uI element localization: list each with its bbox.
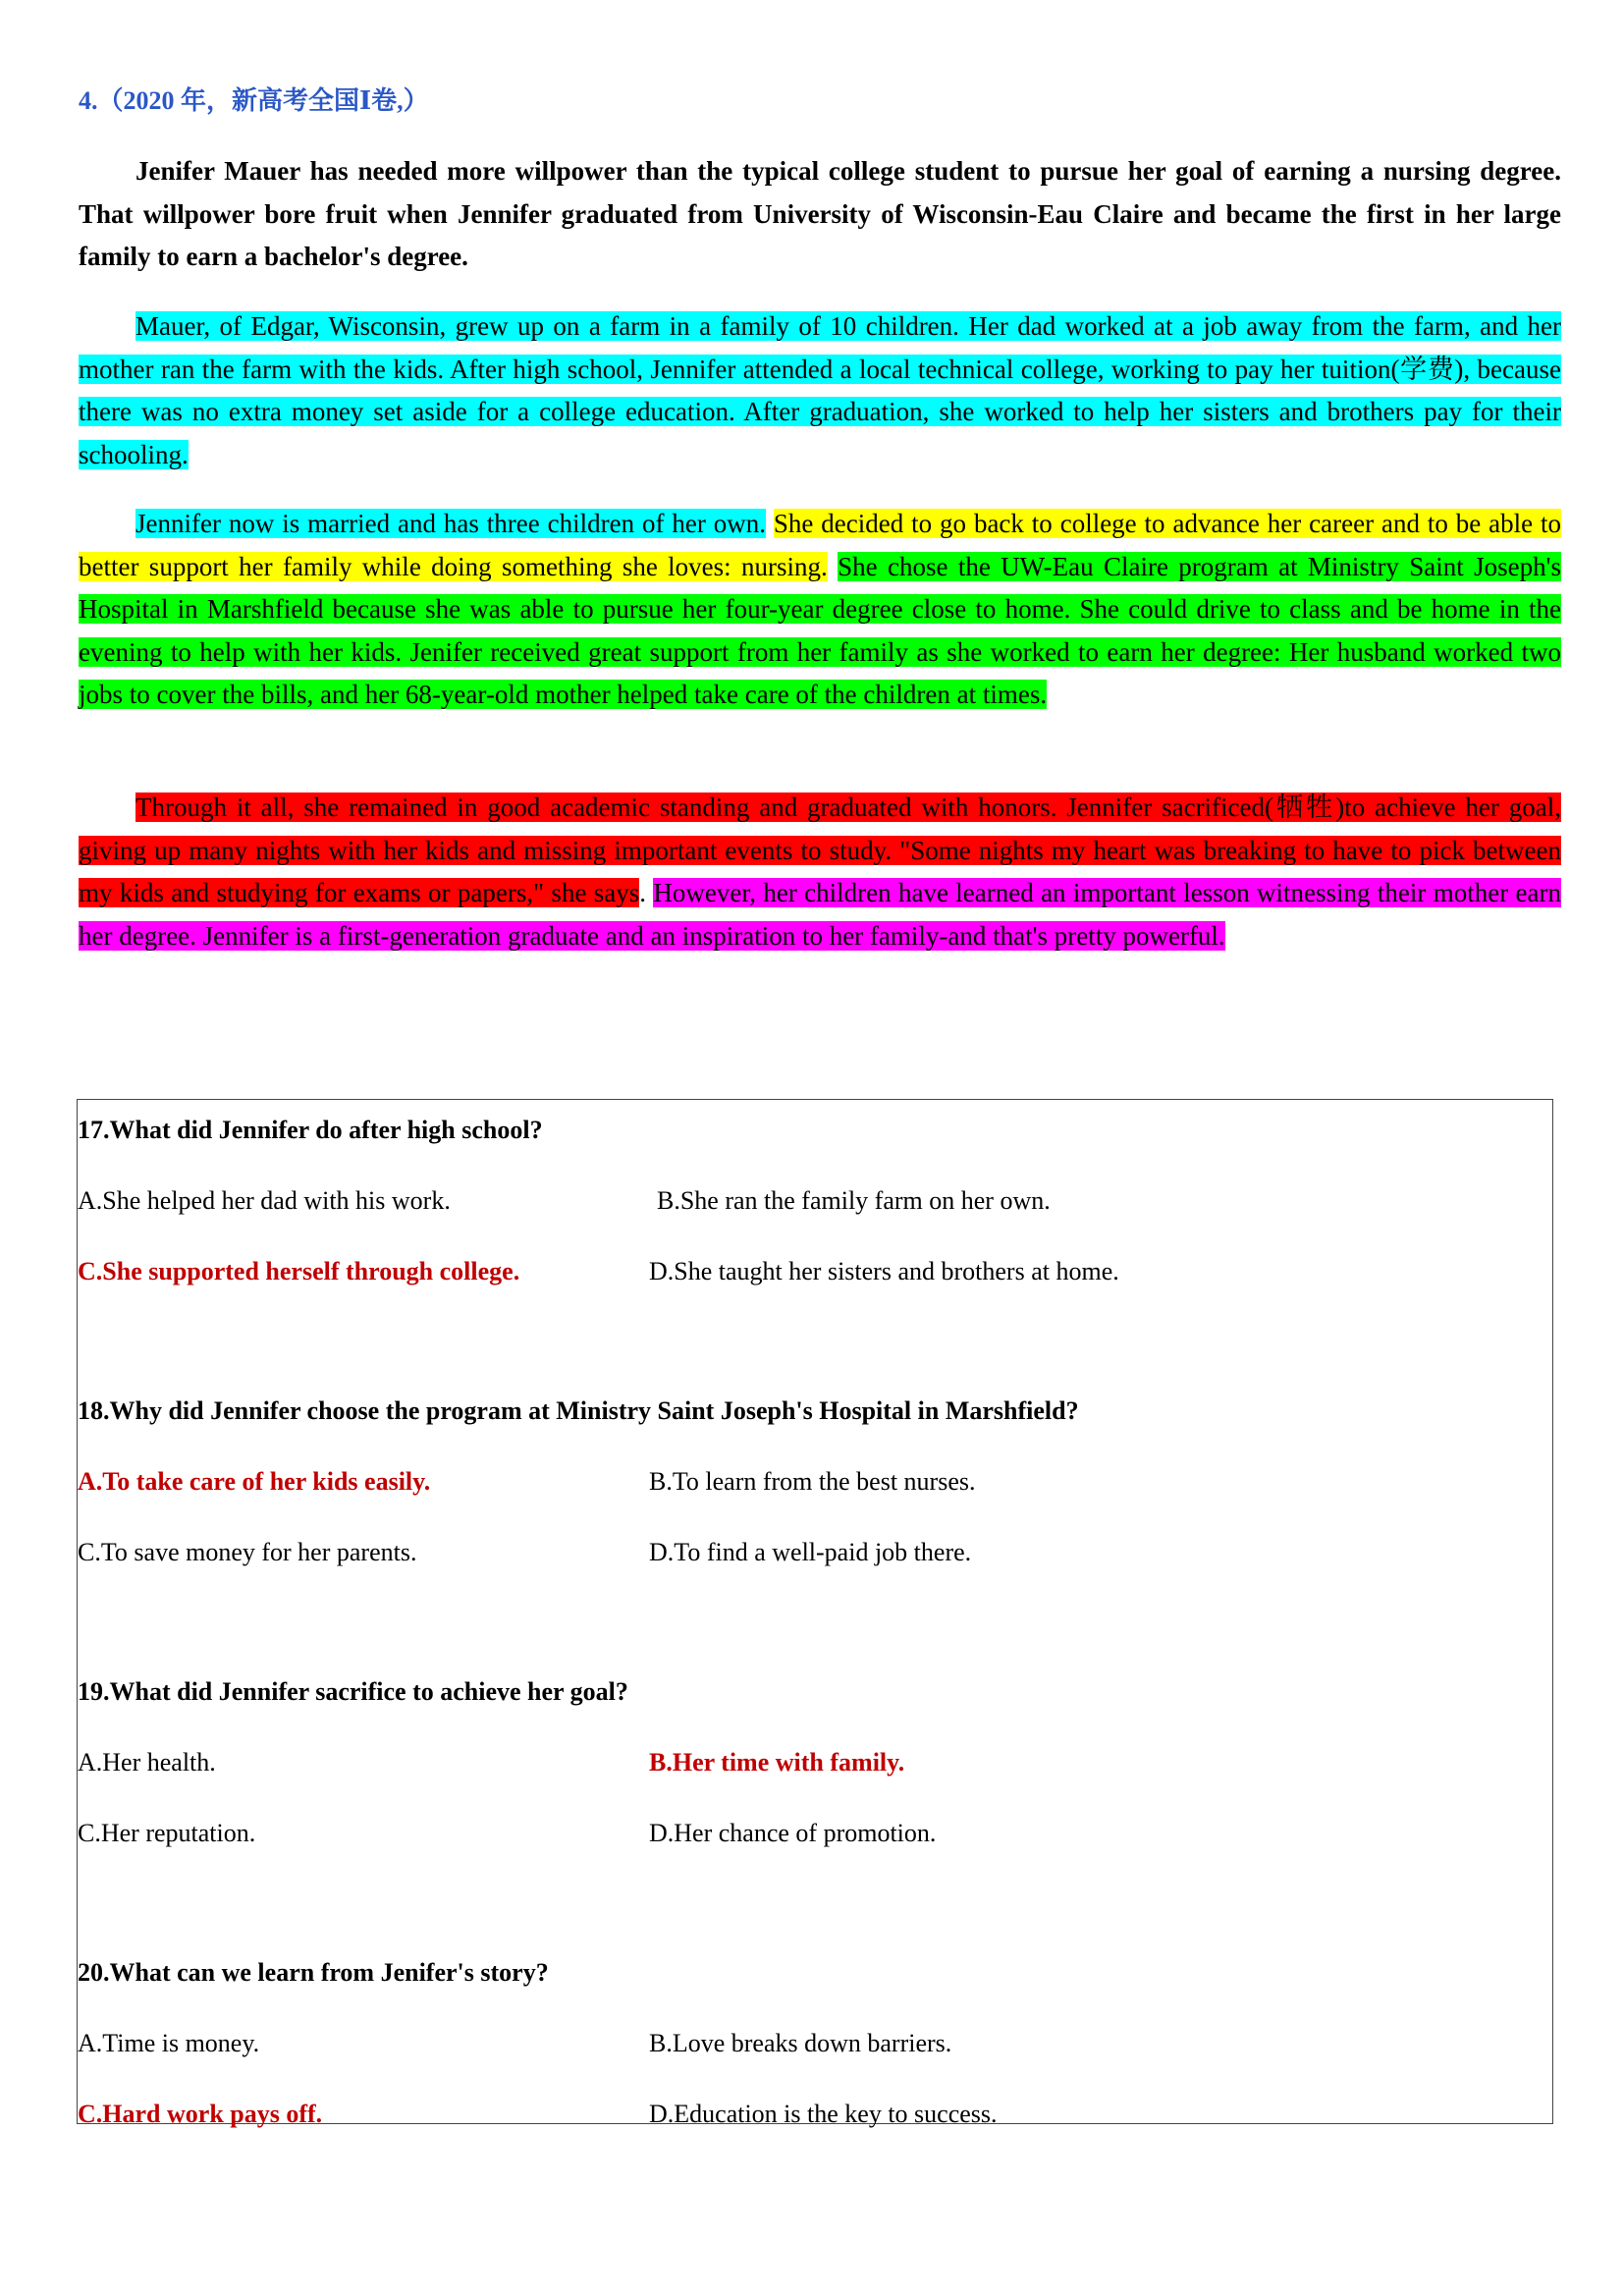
option-b: B.Love breaks down barriers. bbox=[649, 2029, 952, 2057]
highlight-green: She chose the UW-Eau Claire program at Ministry Saint Joseph's Hospital in Marshfield because she was able to pursue her four-year degree close to home. She could drive to class and be home in the evening to help with her kids. Jenifer received great support from her family as she worked to earn her degree: Her husband worked two jobs to cover the bills, and her 68-year-old mother helped take care of the children at times. bbox=[79, 551, 1562, 709]
option-d: D.Education is the key to success. bbox=[649, 2100, 998, 2128]
highlight-yellow: She decided to go back to college to advance her career and to be able to better support her family while doing something she loves: nursing. bbox=[79, 509, 1561, 581]
option-c-correct: C.She supported herself through college. bbox=[78, 1257, 520, 1285]
option-d: D.Her chance of promotion. bbox=[649, 1819, 937, 1847]
highlight-cyan: Mauer, of Edgar, Wisconsin, grew up on a farm in a family of 10 children. Her dad worked at a job away from the farm, and her mother ran the farm with the kids. After high school, Jennifer attended a local technical college, working to pay her tuition(学费), because there was no extra money set aside for a college education. After graduation, she worked to help her sisters and brothers pay for their schooling. bbox=[79, 311, 1561, 469]
sentence-end: . bbox=[639, 878, 654, 907]
question-title: 19.What did Jennifer sacrifice to achieve her goal? bbox=[78, 1677, 628, 1706]
passage-paragraph-1: Jenifer Mauer has needed more willpower than the typical college student to pursue her goal of earning a nursing degree. That willpower bore fruit when Jennifer graduated from University of Wisconsin-Eau Claire and became the first in her large family to earn a bachelor's degree. bbox=[79, 156, 1561, 271]
highlight-magenta: However, her children have learned an important lesson witnessing their mother earn her degree. Jennifer is a first-generation graduate and an inspiration to her family-and that's pretty powerful. bbox=[79, 878, 1562, 951]
question-title: 18.Why did Jennifer choose the program at Ministry Saint Joseph's Hospital in Marshfield? bbox=[78, 1396, 1079, 1425]
question-title: 20.What can we learn from Jenifer's story? bbox=[78, 1958, 549, 1987]
option-c-correct: C.Hard work pays off. bbox=[78, 2100, 323, 2128]
option-b-correct: B.Her time with family. bbox=[649, 1748, 905, 1777]
question-title: 17.What did Jennifer do after high school? bbox=[78, 1116, 543, 1144]
option-d: D.To find a well-paid job there. bbox=[649, 1538, 972, 1566]
highlight-red: Through it all, she remained in good academic standing and graduated with honors. Jennifer sacrificed(牺牲)to achieve her goal, giving up many nights with her kids and missing important events to study. "Some nights my heart was breaking to have to pick between my kids and studying for exams or papers," she says bbox=[79, 793, 1561, 907]
option-c: C.To save money for her parents. bbox=[78, 1538, 417, 1566]
highlight-cyan: Jennifer now is married and has three children of her own. bbox=[135, 509, 766, 538]
option-a: A.Time is money. bbox=[78, 2029, 260, 2057]
option-b: B.She ran the family farm on her own. bbox=[657, 1186, 1051, 1215]
option-a-correct: A.To take care of her kids easily. bbox=[78, 1467, 431, 1496]
passage-paragraph-4 bbox=[79, 787, 1561, 957]
option-a: A.Her health. bbox=[78, 1748, 216, 1777]
questions-box bbox=[77, 1099, 1553, 2128]
option-b: B.To learn from the best nurses. bbox=[649, 1467, 976, 1496]
passage-paragraph-3 bbox=[79, 503, 1561, 717]
option-a: A.She helped her dad with his work. bbox=[78, 1186, 451, 1215]
option-d: D.She taught her sisters and brothers at home. bbox=[649, 1257, 1119, 1285]
option-c: C.Her reputation. bbox=[78, 1819, 256, 1847]
passage-paragraph-2 bbox=[79, 305, 1561, 476]
question-heading: 4.（2020 年，新高考全国Ⅰ卷,） bbox=[79, 86, 429, 115]
